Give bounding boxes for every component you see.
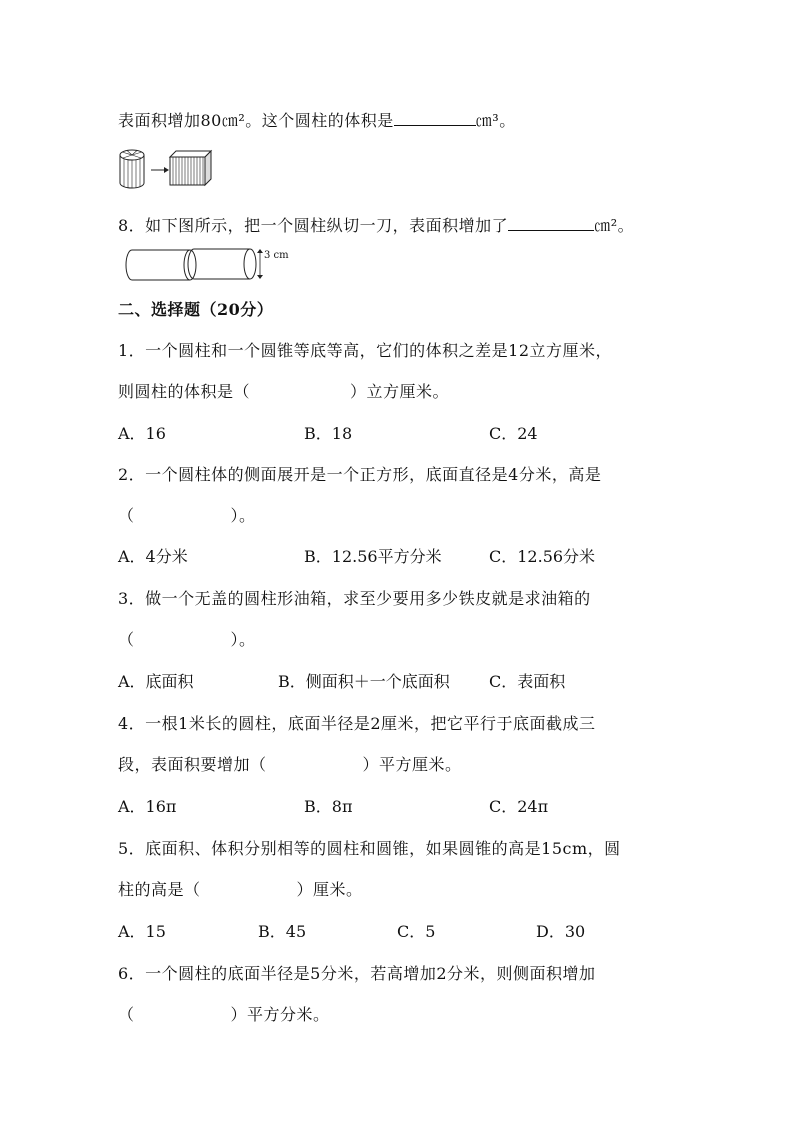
q8-text: 8．如下图所示，把一个圆柱纵切一刀，表面积增加了 xyxy=(118,216,509,235)
question-6-line2: （ ）平方分米。 xyxy=(118,1005,330,1024)
question-1-option-a[interactable]: A．16 xyxy=(118,424,166,443)
q7-tail-text: 表面积增加80㎝²。这个圆柱的体积是 xyxy=(118,111,394,130)
question-3-line2: （ ）。 xyxy=(118,630,256,649)
question-5-line2: 柱的高是（ ）厘米。 xyxy=(118,880,363,899)
question-4-line2: 段，表面积要增加（ ）平方厘米。 xyxy=(118,755,462,774)
question-1-line2: 则圆柱的体积是（ ）立方厘米。 xyxy=(118,382,450,401)
question-1-option-b[interactable]: B．18 xyxy=(304,424,353,443)
question-3-option-a[interactable]: A．底面积 xyxy=(118,672,194,691)
q7-unit: ㎝³。 xyxy=(475,111,516,130)
question-5-option-d[interactable]: D．30 xyxy=(536,922,586,941)
question-3-option-b[interactable]: B．侧面积＋一个底面积 xyxy=(278,672,450,691)
question-1-option-c[interactable]: C．24 xyxy=(489,424,538,443)
question-2-option-a[interactable]: A．4分米 xyxy=(118,547,188,566)
question-2-option-c[interactable]: C．12.56分米 xyxy=(489,547,596,566)
question-3-line1: 3．做一个无盖的圆柱形油箱，求至少要用多少铁皮就是求油箱的 xyxy=(118,589,591,608)
question-5-option-c[interactable]: C．5 xyxy=(397,922,436,941)
q7-tail-line xyxy=(118,108,516,131)
question-4-option-c[interactable]: C．24π xyxy=(489,797,549,816)
question-2-line2: （ ）。 xyxy=(118,506,256,525)
question-3-option-c[interactable]: C．表面积 xyxy=(489,672,566,691)
question-5-line1: 5．底面积、体积分别相等的圆柱和圆锥，如果圆锥的高是15cm，圆 xyxy=(118,839,621,858)
q7-answer-blank[interactable] xyxy=(394,125,476,126)
question-2-line1: 2．一个圆柱体的侧面展开是一个正方形，底面直径是4分米，高是 xyxy=(118,465,602,484)
q8-answer-blank[interactable] xyxy=(508,230,594,231)
q7-figure xyxy=(118,148,218,190)
question-1-line1: 1．一个圆柱和一个圆锥等底等高，它们的体积之差是12立方厘米， xyxy=(118,341,613,360)
question-5-option-a[interactable]: A．15 xyxy=(118,922,166,941)
question-6-line1: 6．一个圆柱的底面半径是5分米，若高增加2分米，则侧面积增加 xyxy=(118,964,596,983)
question-2-option-b[interactable]: B．12.56平方分米 xyxy=(304,547,442,566)
question-4-option-b[interactable]: B．8π xyxy=(304,797,353,816)
question-4-line1: 4．一根1米长的圆柱，底面半径是2厘米，把它平行于底面截成三 xyxy=(118,714,596,733)
section-title: 二、选择题（20分） xyxy=(118,300,274,319)
question-5-option-b[interactable]: B．45 xyxy=(258,922,307,941)
question-4-option-a[interactable]: A．16π xyxy=(118,797,177,816)
q8-dimension-label: 3 cm xyxy=(264,250,289,261)
q8-unit: ㎝²。 xyxy=(594,216,635,235)
q8-line xyxy=(118,213,634,236)
